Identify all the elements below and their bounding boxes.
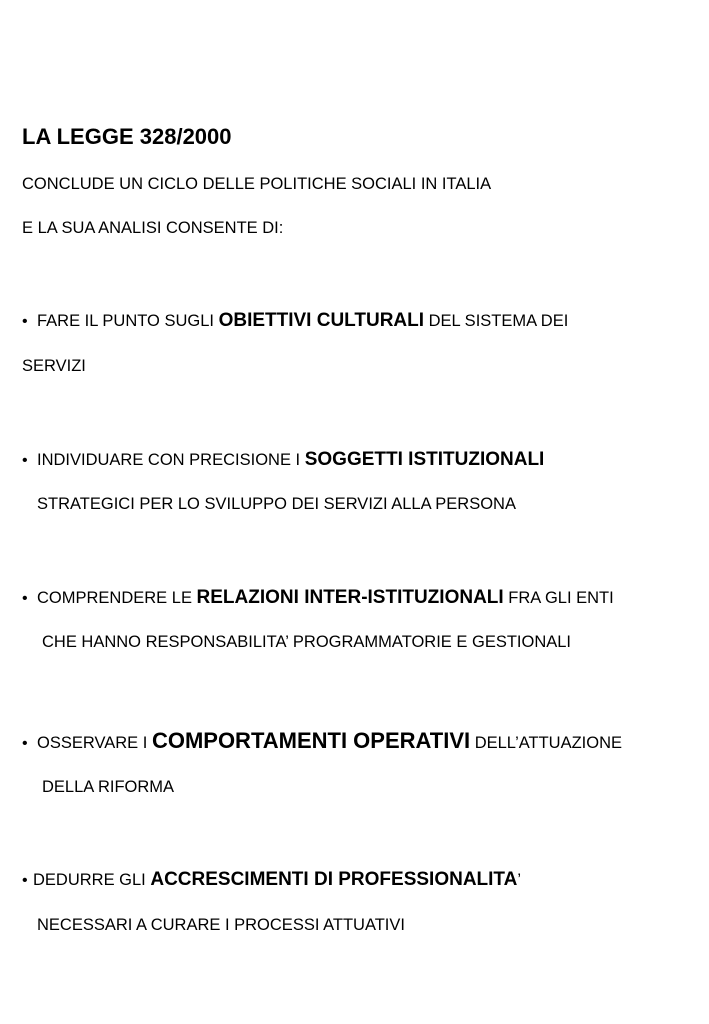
bullet-item-2 <box>22 450 544 469</box>
item-4-text-pre: OSSERVARE I <box>37 734 152 752</box>
item-1-highlight: OBIETTIVI CULTURALI <box>218 310 425 331</box>
bullet-icon: • <box>22 452 28 469</box>
item-3-text-post: FRA GLI ENTI <box>503 589 614 607</box>
bullet-icon: • <box>22 872 28 889</box>
bullet-item-1 <box>22 311 568 330</box>
bullet-item-4 <box>22 730 622 752</box>
bullet-icon: • <box>22 735 28 752</box>
intro-line-1: CONCLUDE UN CICLO DELLE POLITICHE SOCIALI IN ITALIA <box>22 175 492 193</box>
item-5-text-pre: DEDURRE GLI <box>33 871 151 889</box>
bullet-item-3 <box>22 588 614 607</box>
bullet-icon: • <box>22 313 28 330</box>
item-4-text-post: DELL’ATTUAZIONE <box>470 734 623 752</box>
bullet-item-5 <box>22 870 521 889</box>
item-5-highlight: ACCRESCIMENTI DI PROFESSIONALITA <box>150 869 518 890</box>
bullet-icon: • <box>22 590 28 607</box>
page-title: LA LEGGE 328/2000 <box>22 124 232 149</box>
item-2-highlight: SOGGETTI ISTITUZIONALI <box>304 449 545 470</box>
item-5-line-2: NECESSARI A CURARE I PROCESSI ATTUATIVI <box>37 916 405 934</box>
item-4-highlight: COMPORTAMENTI OPERATIVI <box>151 728 471 753</box>
intro-line-2: E LA SUA ANALISI CONSENTE DI: <box>22 219 284 237</box>
item-2-text-pre: INDIVIDUARE CON PRECISIONE I <box>37 451 305 469</box>
item-1-text-pre: FARE IL PUNTO SUGLI <box>37 312 219 330</box>
item-1-text-post: DEL SISTEMA DEI <box>424 312 569 330</box>
item-3-text-pre: COMPRENDERE LE <box>37 589 197 607</box>
item-1-line-2: SERVIZI <box>22 357 86 375</box>
item-3-highlight: RELAZIONI INTER-ISTITUZIONALI <box>196 587 504 608</box>
item-2-line-2: STRATEGICI PER LO SVILUPPO DEI SERVIZI ALLA PERSONA <box>37 495 516 513</box>
item-5-text-post: ’ <box>517 871 522 889</box>
item-4-line-2: DELLA RIFORMA <box>42 778 175 796</box>
item-3-line-2: CHE HANNO RESPONSABILITA’ PROGRAMMATORIE E GESTIONALI <box>42 633 572 651</box>
